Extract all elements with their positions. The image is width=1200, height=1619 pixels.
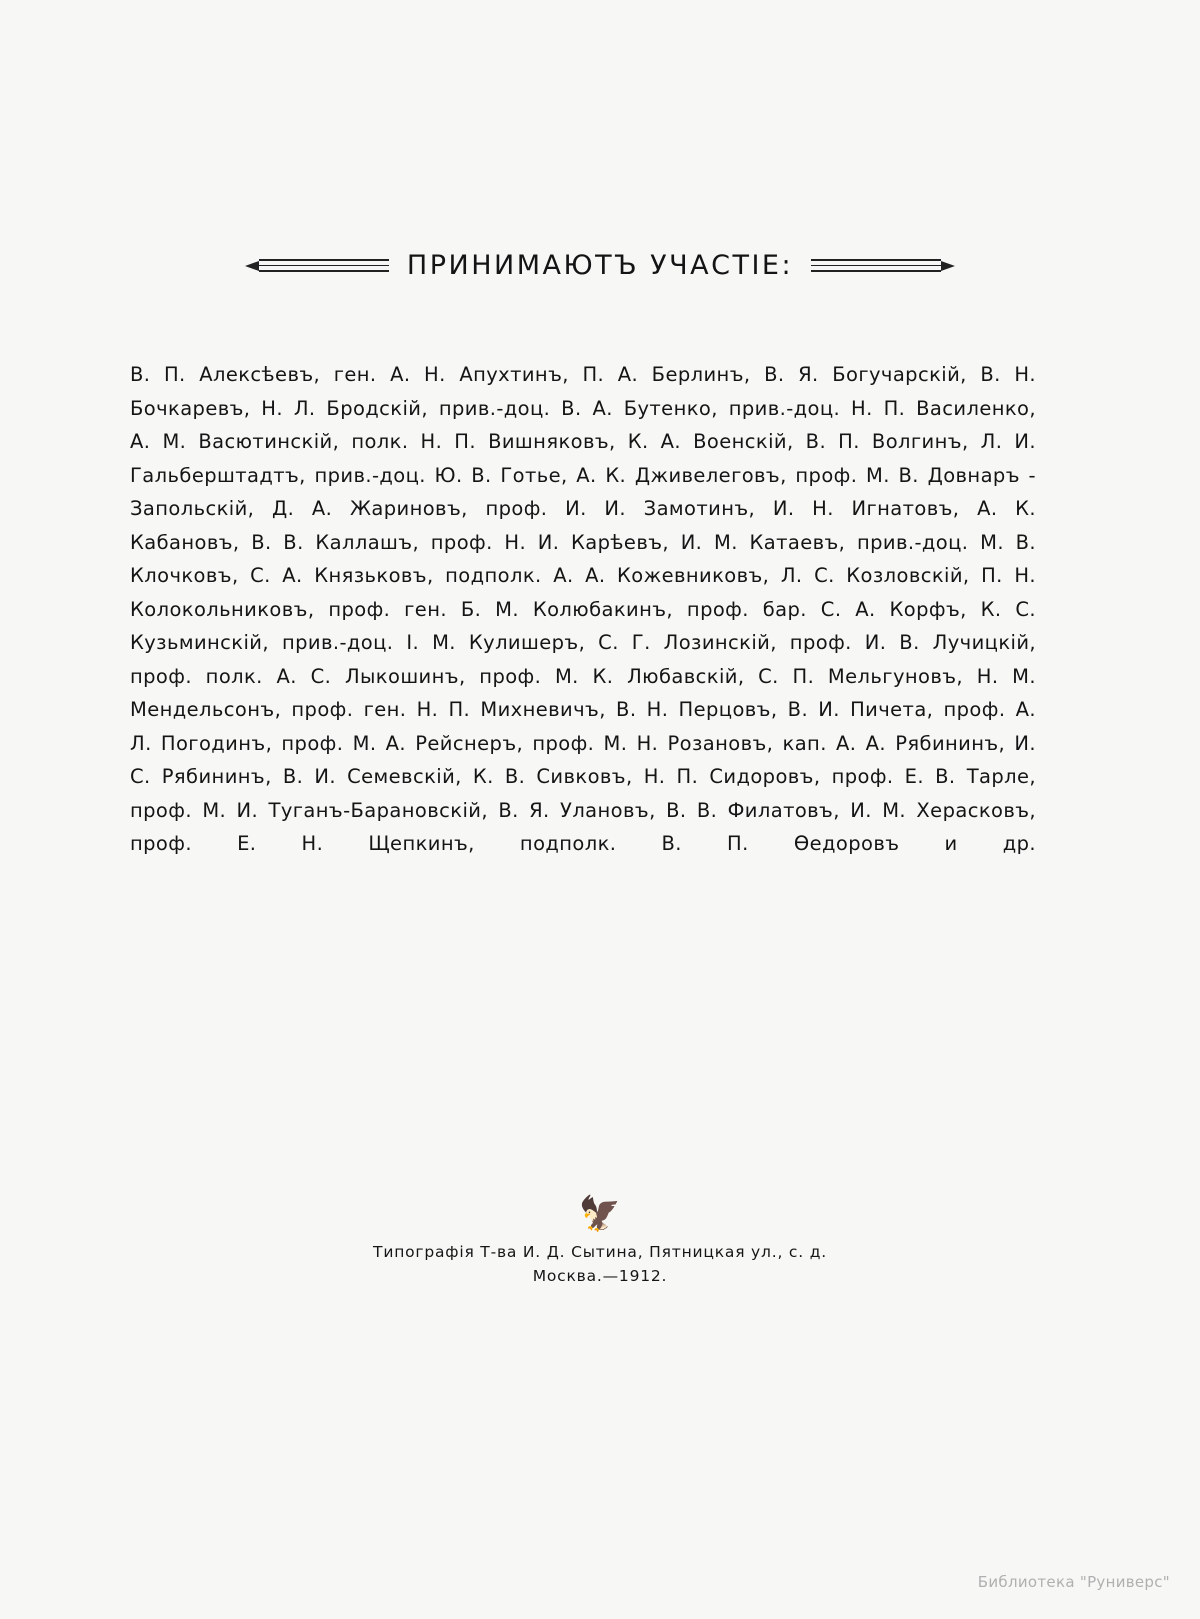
section-heading [0, 250, 1200, 281]
colophon [0, 1196, 1200, 1288]
rule-line [811, 265, 941, 266]
heading-rule-left [259, 259, 389, 272]
rule-line [259, 270, 389, 272]
publication-place-year: Москва.—1912. [532, 1267, 668, 1285]
page-title: ПРИНИМАЮТЪ УЧАСТІЕ: [406, 250, 794, 281]
publisher-line: Типографія Т-ва И. Д. Сытина, Пятницкая ул., с. д. [373, 1243, 827, 1261]
participants-list: В. П. Алексѣевъ, ген. А. Н. Апухтинъ, П. А. Берлинъ, В. Я. Богучарскій, В. Н. Бочкаревъ, Н. Л. Бродскій, прив.-доц. В. А. Бутенко, прив.-доц. Н. П. Василенко, А. М. Васютинскій, полк. Н. П. Вишняковъ, К. А. Военскій, В. П. Волгинъ, Л. И. Гальберштадтъ, прив.-доц. Ю. В. Готье, А. К. Дживелеговъ, проф. М. В. Довнаръ - Запольскій, Д. А. Жариновъ, проф. И. И. Замотинъ, И. Н. Игнатовъ, А. К. Кабановъ, В. В. Каллашъ, проф. Н. И. Карѣевъ, И. М. Катаевъ, прив.-доц. М. В. Клочковъ, С. А. Князьковъ, подполк. А. А. Кожевниковъ, Л. С. Козловскій, П. Н. Колокольниковъ, проф. ген. Б. М. Колюбакинъ, проф. бар. С. А. Корфъ, К. С. Кузьминскій, прив.-доц. І. М. Кулишеръ, С. Г. Лозинскій, проф. И. В. Лучицкій, проф. полк. А. С. Лыкошинъ, проф. М. К. Любавскій, С. П. Мельгуновъ, Н. М. Мендельсонъ, проф. ген. Н. П. Михневичъ, В. Н. Перцовъ, В. И. Пичета, проф. А. Л. Погодинъ, проф. М. А. Рейснеръ, проф. М. Н. Розановъ, кап. А. А. Рябининъ, И. С. Рябининъ, В. И. Семевскій, К. В. Сивковъ, Н. П. Сидоровъ, проф. Е. В. Тарле, проф. М. И. Туганъ-Барановскій, В. Я. Улановъ, В. В. Филатовъ, И. М. Херасковъ, проф. Е. Н. Щепкинъ, подполк. В. П. Ѳедоровъ и др. [130, 363, 1036, 855]
rule-line [259, 259, 389, 261]
rule-line [259, 265, 389, 266]
imperial-eagle-icon: 🦅 [578, 1194, 622, 1234]
heading-rule-right [811, 259, 941, 272]
library-watermark: Библиотека "Руниверс" [977, 1573, 1170, 1591]
rule-line [811, 270, 941, 272]
rule-line [811, 259, 941, 261]
